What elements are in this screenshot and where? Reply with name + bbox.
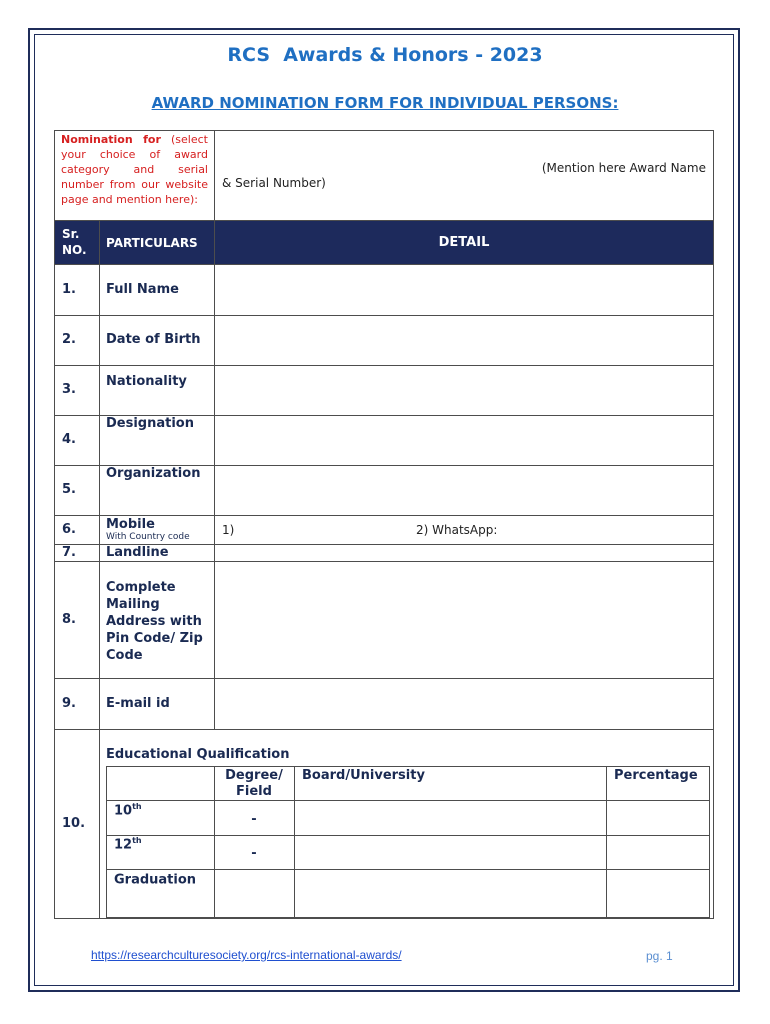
- header-detail: DETAIL: [438, 235, 490, 250]
- edu-header-board: Board/University: [302, 768, 425, 783]
- row-number: 7.: [62, 545, 76, 560]
- page-number: pg. 1: [646, 949, 673, 963]
- full-name-label: Full Name: [106, 282, 179, 297]
- whatsapp-field[interactable]: 2) WhatsApp:: [416, 523, 498, 537]
- row-number: 9.: [62, 696, 76, 711]
- header-sr-no: Sr. NO.: [62, 227, 87, 257]
- organization-label: Organization: [106, 466, 201, 481]
- designation-label: Designation: [106, 416, 194, 431]
- educational-qualification-label: Educational Qualification: [106, 747, 290, 762]
- row-number: 3.: [62, 382, 76, 397]
- education-table: [106, 766, 710, 918]
- mobile-sublabel: With Country code: [106, 532, 190, 542]
- nomination-form-table: [54, 130, 714, 919]
- serial-number-hint[interactable]: & Serial Number): [222, 176, 326, 190]
- edu-header-percentage: Percentage: [614, 768, 698, 783]
- header-particulars: PARTICULARS: [106, 236, 198, 250]
- edu-row-graduation: Graduation: [114, 872, 197, 888]
- row-number: 2.: [62, 332, 76, 347]
- awards-website-link[interactable]: https://researchculturesociety.org/rcs-international-awards/: [91, 948, 402, 962]
- row-number: 1.: [62, 282, 76, 297]
- date-of-birth-label: Date of Birth: [106, 332, 201, 347]
- row-number: 5.: [62, 482, 76, 497]
- form-title: RCS Awards & Honors - 2023: [227, 44, 543, 66]
- edu-degree-10th[interactable]: -: [251, 812, 257, 827]
- row-number: 8.: [62, 612, 76, 627]
- landline-label: Landline: [106, 545, 169, 560]
- email-label: E-mail id: [106, 696, 170, 711]
- edu-header-degree: Degree/ Field: [225, 768, 283, 799]
- nationality-label: Nationality: [106, 374, 187, 389]
- mailing-address-label: Complete Mailing Address with Pin Code/ Zip Code: [106, 580, 203, 663]
- row-number: 6.: [62, 522, 76, 537]
- mobile-field-1[interactable]: 1): [222, 523, 235, 537]
- edu-row-12th: 12th: [114, 836, 142, 853]
- edu-degree-12th[interactable]: -: [251, 846, 257, 861]
- row-number: 4.: [62, 432, 76, 447]
- edu-row-10th: 10th: [114, 802, 142, 819]
- award-name-hint[interactable]: (Mention here Award Name: [541, 161, 706, 175]
- mobile-label: Mobile: [106, 517, 155, 532]
- nomination-for-label: Nomination for (select your choice of award category and serial number from our website page and mention here):: [61, 133, 208, 206]
- row-number: 10.: [62, 816, 86, 831]
- form-subtitle: AWARD NOMINATION FORM FOR INDIVIDUAL PERSONS:: [151, 94, 619, 112]
